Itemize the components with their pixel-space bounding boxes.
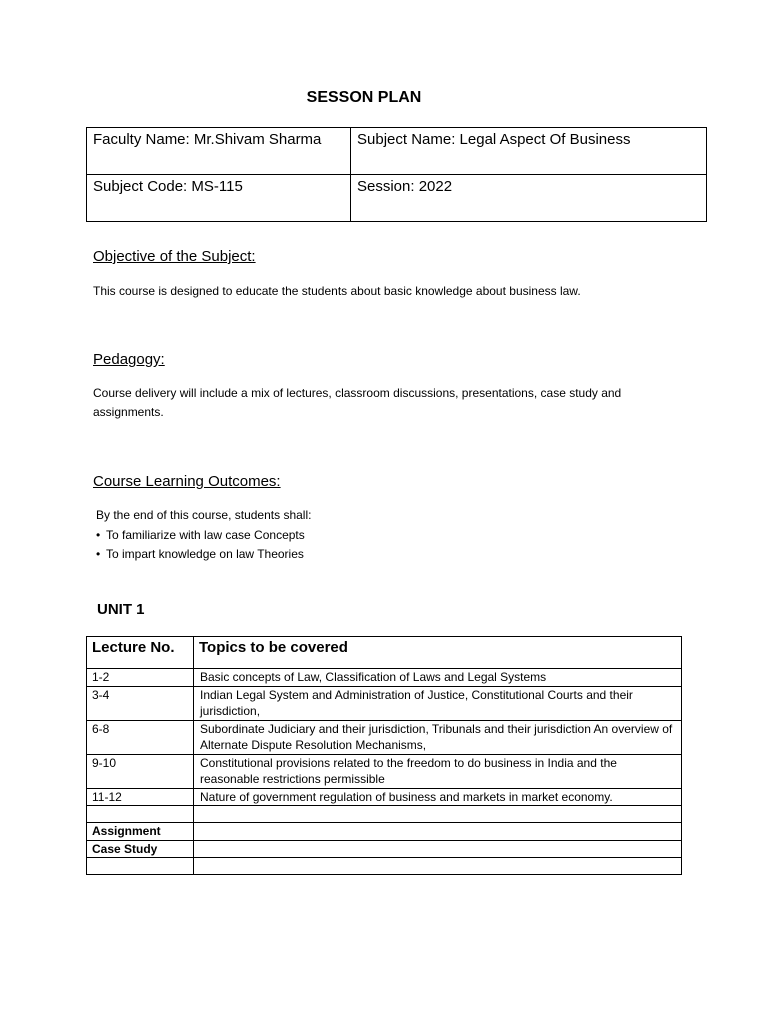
assignment-cell: Assignment bbox=[87, 823, 194, 841]
topic-cell: Nature of government regulation of business and markets in market economy. bbox=[194, 788, 682, 806]
bullet-icon: • bbox=[96, 547, 101, 561]
list-item bbox=[96, 526, 311, 546]
lecture-no-cell: 3-4 bbox=[87, 686, 194, 720]
lecture-no-cell: 11-12 bbox=[87, 788, 194, 806]
pedagogy-heading: Pedagogy: bbox=[93, 351, 165, 368]
session-cell: Session: 2022 bbox=[351, 175, 707, 222]
table-row bbox=[87, 720, 682, 754]
empty-cell bbox=[194, 840, 682, 858]
table-row bbox=[87, 788, 682, 806]
topic-cell: Indian Legal System and Administration of Justice, Constitutional Courts and their jurisdiction, bbox=[194, 686, 682, 720]
outcome-text: To familiarize with law case Concepts bbox=[106, 527, 305, 542]
table-row bbox=[87, 754, 682, 788]
pedagogy-text: Course delivery will include a mix of lectures, classroom discussions, presentations, case study and assignments. bbox=[93, 386, 622, 419]
table-header-row bbox=[87, 637, 682, 669]
lecture-no-cell: 9-10 bbox=[87, 754, 194, 788]
bullet-icon: • bbox=[96, 527, 101, 542]
subject-code-cell: Subject Code: MS-115 bbox=[87, 175, 351, 222]
empty-cell bbox=[194, 823, 682, 841]
unit-title: UNIT 1 bbox=[97, 601, 145, 618]
empty-cell bbox=[87, 806, 194, 823]
outcomes-list bbox=[96, 506, 311, 565]
lecture-no-cell: 6-8 bbox=[87, 720, 194, 754]
empty-cell bbox=[194, 806, 682, 823]
table-row bbox=[87, 858, 682, 875]
document-title: SESSON PLAN bbox=[306, 89, 422, 106]
lecture-plan-table bbox=[86, 636, 682, 875]
lecture-no-header: Lecture No. bbox=[87, 637, 194, 669]
objective-heading: Objective of the Subject: bbox=[93, 248, 256, 265]
list-item bbox=[96, 545, 311, 565]
subject-name-cell: Subject Name: Legal Aspect Of Business bbox=[351, 128, 707, 175]
outcomes-heading: Course Learning Outcomes: bbox=[93, 473, 281, 490]
topics-header: Topics to be covered bbox=[194, 637, 682, 669]
outcomes-intro: By the end of this course, students shall: bbox=[96, 508, 312, 522]
case-study-cell: Case Study bbox=[87, 840, 194, 858]
table-row bbox=[87, 669, 682, 687]
table-row bbox=[87, 806, 682, 823]
topic-cell: Basic concepts of Law, Classification of Laws and Legal Systems bbox=[194, 669, 682, 687]
course-info-row bbox=[87, 128, 707, 175]
course-info-table bbox=[86, 127, 707, 222]
outcome-text: To impart knowledge on law Theories bbox=[106, 547, 304, 561]
topic-cell: Constitutional provisions related to the freedom to do business in India and the reasonable restrictions permissible bbox=[194, 754, 682, 788]
empty-cell bbox=[87, 858, 194, 875]
lecture-no-cell: 1-2 bbox=[87, 669, 194, 687]
empty-cell bbox=[194, 858, 682, 875]
objective-text: This course is designed to educate the students about basic knowledge about business law. bbox=[93, 284, 581, 298]
topic-cell: Subordinate Judiciary and their jurisdiction, Tribunals and their jurisdiction An overview of Alternate Dispute Resolution Mechanisms, bbox=[194, 720, 682, 754]
table-row bbox=[87, 686, 682, 720]
faculty-name-cell: Faculty Name: Mr.Shivam Sharma bbox=[87, 128, 351, 175]
course-info-row bbox=[87, 175, 707, 222]
table-row bbox=[87, 823, 682, 841]
table-row bbox=[87, 840, 682, 858]
